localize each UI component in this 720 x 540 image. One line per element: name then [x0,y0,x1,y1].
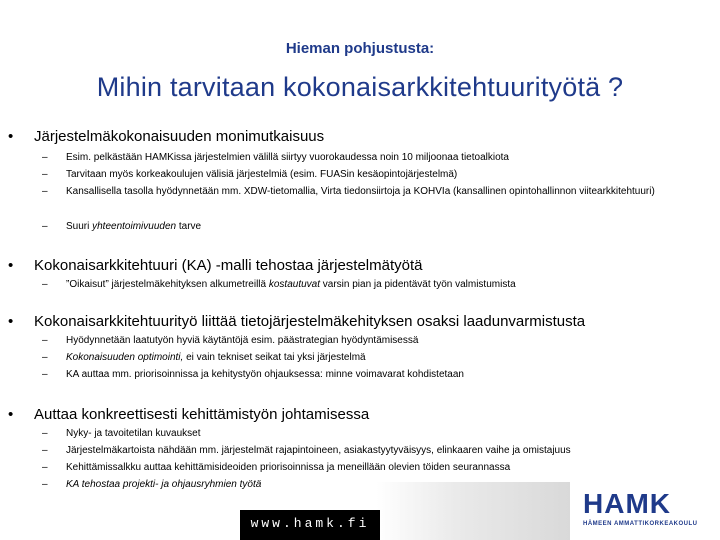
list-item: Suuri yhteentoimivuuden tarve [66,221,202,232]
section-heading: Auttaa konkreettisesti kehittämistyön johtamisessa [34,406,370,423]
bullet-marker: • [8,257,14,274]
dash-marker: – [42,428,48,439]
bullet-marker: • [8,128,14,145]
dash-marker: – [42,186,48,197]
hamk-logo: HAMK [583,488,671,519]
dash-marker: – [42,152,48,163]
dash-marker: – [42,479,48,490]
list-item: Kokonaisuuden optimointi, ei vain tekniset seikat tai yksi järjestelmä [66,352,366,363]
section-heading: Kokonaisarkkitehtuuri (KA) -malli tehostaa järjestelmätyötä [34,257,423,274]
dash-marker: – [42,462,48,473]
dash-marker: – [42,279,48,290]
list-item: Esim. pelkästään HAMKissa järjestelmien välillä siirtyy vuorokaudessa noin 10 miljoonaa tietoalkiota [66,152,509,163]
list-item: Kehittämissalkku auttaa kehittämisideoiden priorisoinnissa ja meneillään olevien töiden seurannassa [66,462,511,473]
section-heading: Järjestelmäkokonaisuuden monimutkaisuus [34,128,325,145]
dash-marker: – [42,169,48,180]
list-item: KA tehostaa projekti- ja ohjausryhmien työtä [66,479,262,490]
bullet-marker: • [8,313,14,330]
section-heading: Kokonaisarkkitehtuurityö liittää tietojärjestelmäkehityksen osaksi laadunvarmistusta [34,313,586,330]
list-item: KA auttaa mm. priorisoinnissa ja kehitystyön ohjauksessa: minne voimavarat kohdistetaan [66,369,464,380]
dash-marker: – [42,445,48,456]
dash-marker: – [42,352,48,363]
footer-decoration [376,482,576,540]
list-item: Järjestelmäkartoista nähdään mm. järjestelmät rajapintoineen, asiakastyytyväisyys, elinkaaren vaihe ja omistajuus [66,445,571,456]
header-band [0,0,720,70]
hamk-logo-subtitle: HÄMEEN AMMATTIKORKEAKOULU [583,521,698,527]
list-item: Kansallisella tasolla hyödynnetään mm. XDW-tietomallia, Virta tiedonsiirtoja ja KOHVIa (kansallinen opintohallinnon viitearkkitehtuuri) [66,186,655,197]
list-item: Hyödynnetään laatutyön hyviä käytäntöjä esim. päästrategian hyödyntämisessä [66,335,419,346]
slide-title: Mihin tarvitaan kokonaisarkkitehtuurityötä ? [96,72,624,102]
dash-marker: – [42,221,48,232]
dash-marker: – [42,335,48,346]
slide-supertitle: Hieman pohjustusta: [285,40,435,57]
list-item: Nyky- ja tavoitetilan kuvaukset [66,428,201,439]
footer-url-link[interactable]: www.hamk.fi [250,516,370,531]
list-item: Tarvitaan myös korkeakoulujen välisiä järjestelmiä (esim. FUASin kesäopintojärjestelmä) [66,169,458,180]
list-item: ”Oikaisut” järjestelmäkehityksen alkumetreillä kostautuvat varsin pian ja pidentävät työn valmistumista [66,279,516,290]
dash-marker: – [42,369,48,380]
bullet-marker: • [8,406,14,423]
